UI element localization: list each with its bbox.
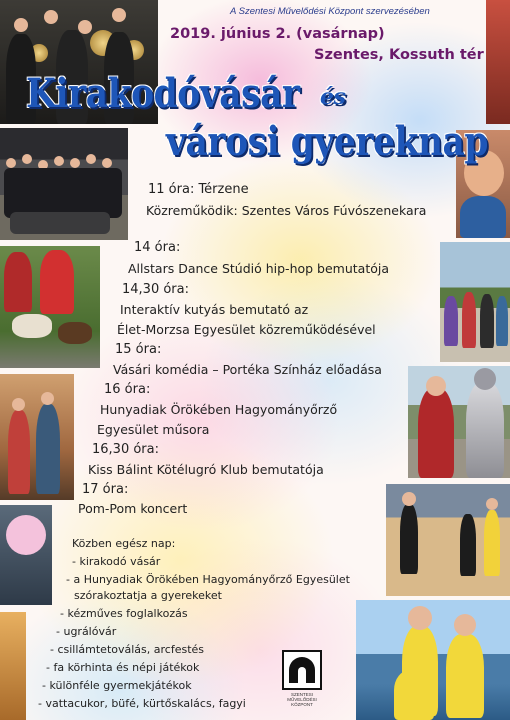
culture-center-logo (276, 650, 328, 714)
organizer-line: A Szentesi Művelődési Központ szervezésében (230, 6, 430, 17)
allday-item: - kézműves foglalkozás (60, 607, 188, 620)
photo-dog-show (0, 246, 100, 368)
allday-item: - ugrálóvár (56, 625, 117, 638)
allday-item: - különféle gyermekjátékok (42, 679, 192, 692)
photo-crowd (440, 242, 510, 362)
photo-pastry (0, 612, 26, 720)
allday-item: - csillámtetoválás, arcfestés (50, 643, 205, 656)
event-date: 2019. június 2. (vasárnap) (170, 26, 385, 42)
program-line: Hunyadiak Örökében Hagyományőrző (100, 402, 338, 417)
program-line: Közreműködik: Szentes Város Fúvószenekara (146, 203, 427, 218)
program-time: 17 óra: (82, 482, 129, 497)
logo-text: SZENTESI MŰVELŐDÉSI KÖZPONT (287, 692, 317, 707)
title-line-1: Kirakodóvásár (26, 70, 300, 117)
photo-knights (408, 366, 510, 478)
program-line: Egyesület műsora (97, 422, 210, 437)
program-time: 14 óra: (134, 240, 181, 255)
event-location: Szentes, Kossuth tér (314, 47, 484, 63)
photo-top-right (486, 0, 510, 124)
allday-item: - kirakodó vásár (72, 555, 161, 568)
allday-item: - fa körhinta és népi játékok (46, 661, 200, 674)
program-line: 11 óra: Térzene (148, 182, 249, 197)
allday-title: Közben egész nap: (72, 537, 176, 550)
program-line: Élet-Morzsa Egyesület közreműködésével (117, 322, 376, 337)
program-time: 16,30 óra: (92, 442, 159, 457)
program-line: Vásári komédia – Portéka Színház előadása (113, 362, 382, 377)
allday-item: - vattacukor, büfé, kürtőskalács, fagyi (38, 697, 246, 710)
title-line-2: városi gyereknap (166, 118, 489, 165)
title-and: és (320, 84, 346, 110)
photo-dance-group (0, 128, 128, 240)
photo-theatre (0, 374, 74, 500)
photo-pom-pom-band (356, 600, 510, 720)
allday-item: szórakoztatja a gyerekeket (74, 589, 222, 602)
photo-rope-skipping (386, 484, 510, 596)
logo-mark (282, 650, 322, 690)
program-line: Interaktív kutyás bemutató az (120, 302, 309, 317)
program-line: Pom-Pom koncert (78, 501, 188, 516)
program-line: Allstars Dance Stúdió hip-hop bemutatója (128, 261, 390, 276)
allday-item: - a Hunyadiak Örökében Hagyományőrző Egyesület (66, 573, 350, 586)
program-time: 16 óra: (104, 382, 151, 397)
program-time: 15 óra: (115, 342, 162, 357)
photo-cotton-candy (0, 505, 52, 605)
program-time: 14,30 óra: (122, 282, 189, 297)
program-line: Kiss Bálint Kötélugró Klub bemutatója (88, 462, 324, 477)
